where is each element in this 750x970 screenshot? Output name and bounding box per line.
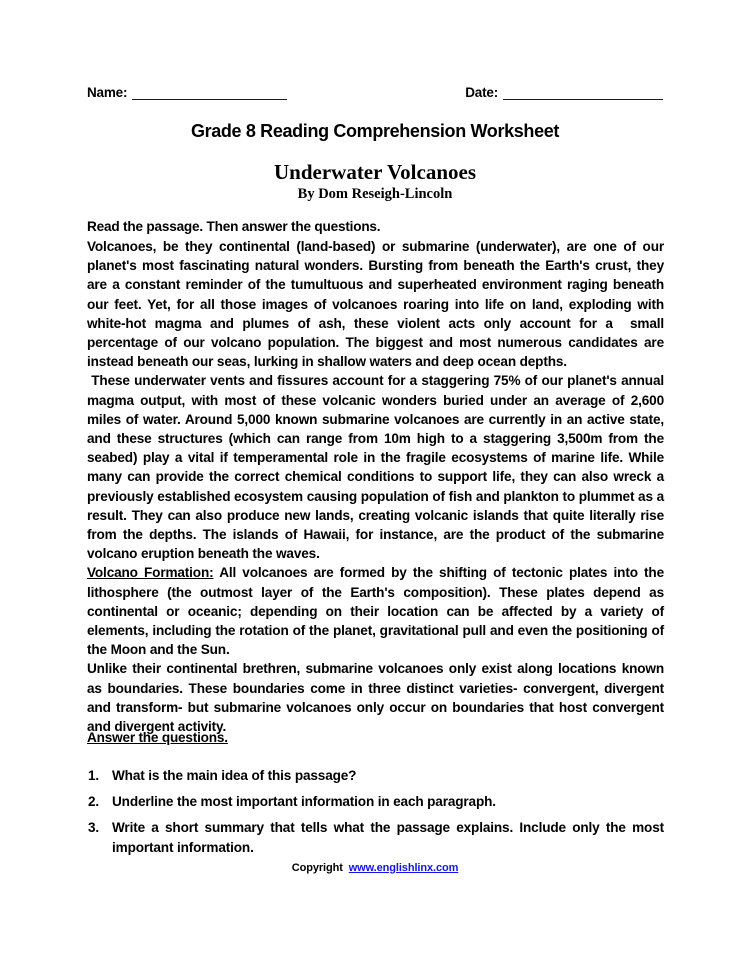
question-item (87, 818, 664, 856)
name-date-row (87, 86, 663, 100)
name-label: Name: (87, 85, 128, 100)
passage-paragraph-4: Unlike their continental brethren, submarine volcanoes only exist along locations known as boundaries. These boundaries come in three distinct varieties- convergent, divergent and transform- but submarine volcanoes only occur on boundaries that host convergent and divergent activity. (87, 661, 668, 735)
question-text: Write a short summary that tells what the passage explains. Include only the most important information. (112, 820, 664, 855)
englishlinx-link[interactable]: www.englishlinx.com (348, 862, 459, 874)
volcano-formation-heading: Volcano Formation: (87, 565, 214, 581)
question-number: 3. (88, 820, 100, 836)
passage-byline: By Dom Reseigh-Lincoln (297, 186, 453, 202)
name-blank-line[interactable] (132, 86, 287, 100)
name-field (87, 86, 287, 100)
question-text: What is the main idea of this passage? (112, 768, 357, 783)
copyright-label: Copyright (291, 862, 343, 874)
passage-title: Underwater Volcanoes (273, 160, 477, 184)
passage-paragraph-1: Volcanoes, be they continental (land-based) or submarine (underwater), are one of our planet's most fascinating natural wonders. Bursting from beneath the Earth's crust, they are a constant reminder of the tumultuous and superheated environment raging beneath our feet. Yet, for all those images of volcanoes roaring into life on land, exploding with white-hot magma and plumes of ash, these violent acts only account for a small percentage of our volcano population. The biggest and most numerous candidates are instead beneath our seas, lurking in shallow waters and deep ocean depths. (87, 239, 668, 370)
question-number: 1. (88, 768, 100, 783)
date-blank-line[interactable] (503, 86, 663, 100)
questions-heading: Answer the questions. (87, 730, 228, 745)
question-number: 2. (88, 794, 100, 810)
passage-paragraph-2: These underwater vents and fissures account for a staggering 75% of our planet's annual magma output, with most of these volcanic wonders buried under an average of 2,600 miles of water. Around 5,000 known submarine volcanoes are currently in an active state, and these structures (which can range from 10m high to a staggering 3,500m from the seabed) play a vital if temperamental role in the fragile ecosystems of marine life. While many can provide the correct chemical conditions to support life, they can also wreck a previously established ecosystem causing population of fish and plankton to plummet as a result. They can also produce new lands, creating volcanic islands that quite literally rise from the depths. The islands of Hawaii, for instance, are the product of the submarine volcano eruption beneath the waves. (87, 373, 668, 562)
date-field (465, 86, 663, 100)
question-item (87, 792, 664, 811)
passage-instruction: Read the passage. Then answer the questions. (87, 219, 381, 234)
questions-list (87, 766, 664, 857)
footer (0, 862, 750, 874)
question-item (87, 766, 664, 785)
date-label: Date: (465, 85, 498, 100)
questions-section (87, 728, 664, 857)
passage-content (87, 217, 668, 736)
question-text: Underline the most important information in each paragraph. (112, 794, 496, 810)
worksheet-title: Grade 8 Reading Comprehension Worksheet (190, 121, 560, 141)
passage-paragraph-3 (87, 563, 668, 659)
volcano-formation-body: All volcanoes are formed by the shifting of tectonic plates into the lithosphere (the outmost layer of the Earth's composition). These plates depend as continental or oceanic; depending on their location can be affected by a variety of elements, including the rotation of the planet, gravitational pull and even the positioning of the Moon and the Sun. (87, 565, 668, 658)
